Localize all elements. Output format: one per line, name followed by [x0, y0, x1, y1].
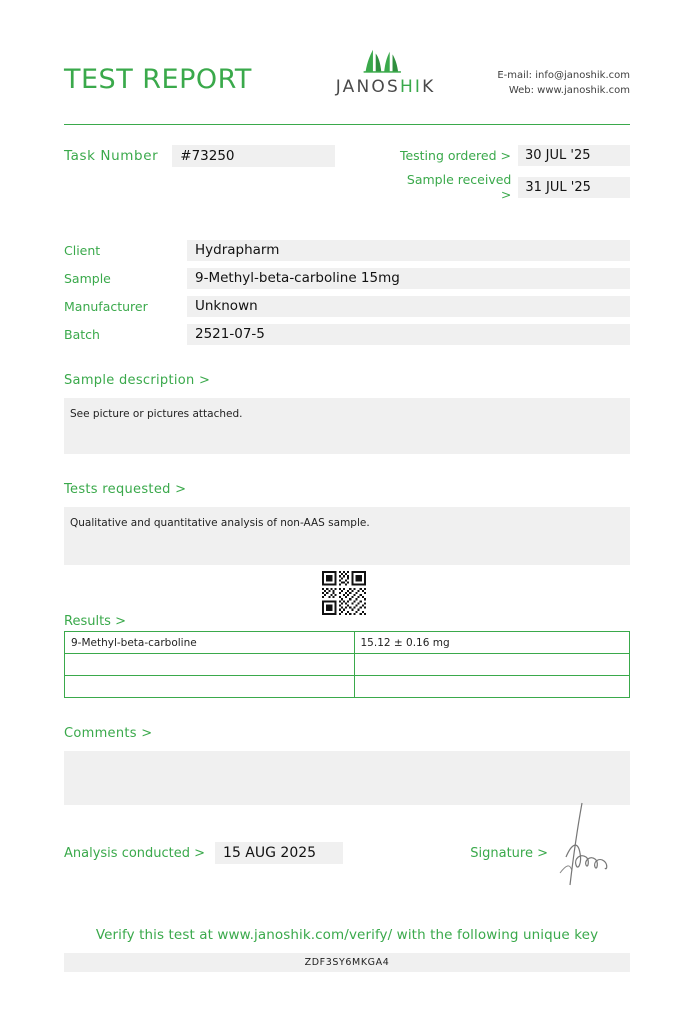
- info-label-batch: Batch: [64, 327, 100, 342]
- unique-key: ZDF3SY6MKGA4: [64, 953, 630, 972]
- table-row: [65, 632, 630, 654]
- sample-description-title: Sample description >: [64, 373, 211, 388]
- results-table: [64, 631, 630, 698]
- info-table: [64, 240, 630, 345]
- page-title: TEST REPORT: [64, 64, 252, 95]
- tests-requested-box: Qualitative and quantitative analysis of non-AAS sample.: [64, 507, 630, 565]
- report-header: [64, 0, 630, 112]
- contact-info: [497, 68, 630, 98]
- sample-received-row: [393, 172, 630, 202]
- signature-icon: [552, 799, 630, 891]
- contact-web: Web: www.janoshik.com: [508, 85, 630, 96]
- result-value-2: [354, 676, 630, 698]
- info-label-sample: Sample: [64, 271, 111, 286]
- testing-ordered-row: [393, 145, 630, 166]
- signature-area: [556, 841, 630, 865]
- header-divider: [64, 124, 630, 125]
- info-value-batch: 2521-07-5: [187, 324, 630, 345]
- task-number-label: Task Number: [64, 148, 159, 164]
- analysis-conducted-date: 15 AUG 2025: [215, 842, 343, 864]
- analysis-conducted-label: Analysis conducted >: [64, 845, 206, 861]
- testing-ordered-value: 30 JUL '25: [518, 145, 630, 166]
- sample-description-box: See picture or pictures attached.: [64, 398, 630, 454]
- comments-box: [64, 751, 630, 805]
- comments-title: Comments >: [64, 726, 153, 741]
- info-label-client: Client: [64, 243, 101, 258]
- results-title: Results >: [64, 614, 126, 629]
- tests-requested-title: Tests requested >: [64, 482, 187, 497]
- results-header: [64, 587, 630, 631]
- dates-group: [393, 145, 630, 208]
- result-name-1: [65, 654, 355, 676]
- verify-text: Verify this test at www.janoshik.com/verify/ with the following unique key: [95, 927, 599, 943]
- result-value-0: 15.12 ± 0.16 mg: [354, 632, 630, 654]
- info-label-manufacturer: Manufacturer: [64, 299, 148, 314]
- analysis-row: [64, 841, 630, 865]
- logo-mark-icon: [358, 46, 414, 74]
- sample-received-label: Sample received >: [406, 172, 512, 202]
- sample-received-value: 31 JUL '25: [518, 177, 630, 198]
- info-value-sample: 9-Methyl-beta-carboline 15mg: [187, 268, 630, 289]
- task-number-group: [64, 145, 393, 167]
- logo-text-right: K: [422, 77, 436, 97]
- janoshik-logo: [336, 46, 436, 97]
- signature-label: Signature >: [470, 845, 548, 861]
- info-value-client: Hydrapharm: [187, 240, 630, 261]
- logo-text-hi: HI: [399, 77, 423, 97]
- logo-wordmark: [336, 77, 436, 97]
- table-row: [65, 676, 630, 698]
- info-row-batch: [64, 324, 630, 345]
- info-row-manufacturer: [64, 296, 630, 317]
- info-row-sample: [64, 268, 630, 289]
- result-name-0: 9-Methyl-beta-carboline: [65, 632, 355, 654]
- result-name-2: [65, 676, 355, 698]
- contact-email: E-mail: info@janoshik.com: [497, 70, 630, 81]
- result-value-1: [354, 654, 630, 676]
- testing-ordered-label: Testing ordered >: [399, 148, 511, 163]
- logo-text-left: JANOS: [335, 77, 400, 97]
- info-row-client: [64, 240, 630, 261]
- table-row: [65, 654, 630, 676]
- task-number-value: #73250: [172, 145, 335, 167]
- qr-code-icon: [322, 571, 366, 615]
- task-row: [64, 145, 630, 208]
- info-value-manufacturer: Unknown: [187, 296, 630, 317]
